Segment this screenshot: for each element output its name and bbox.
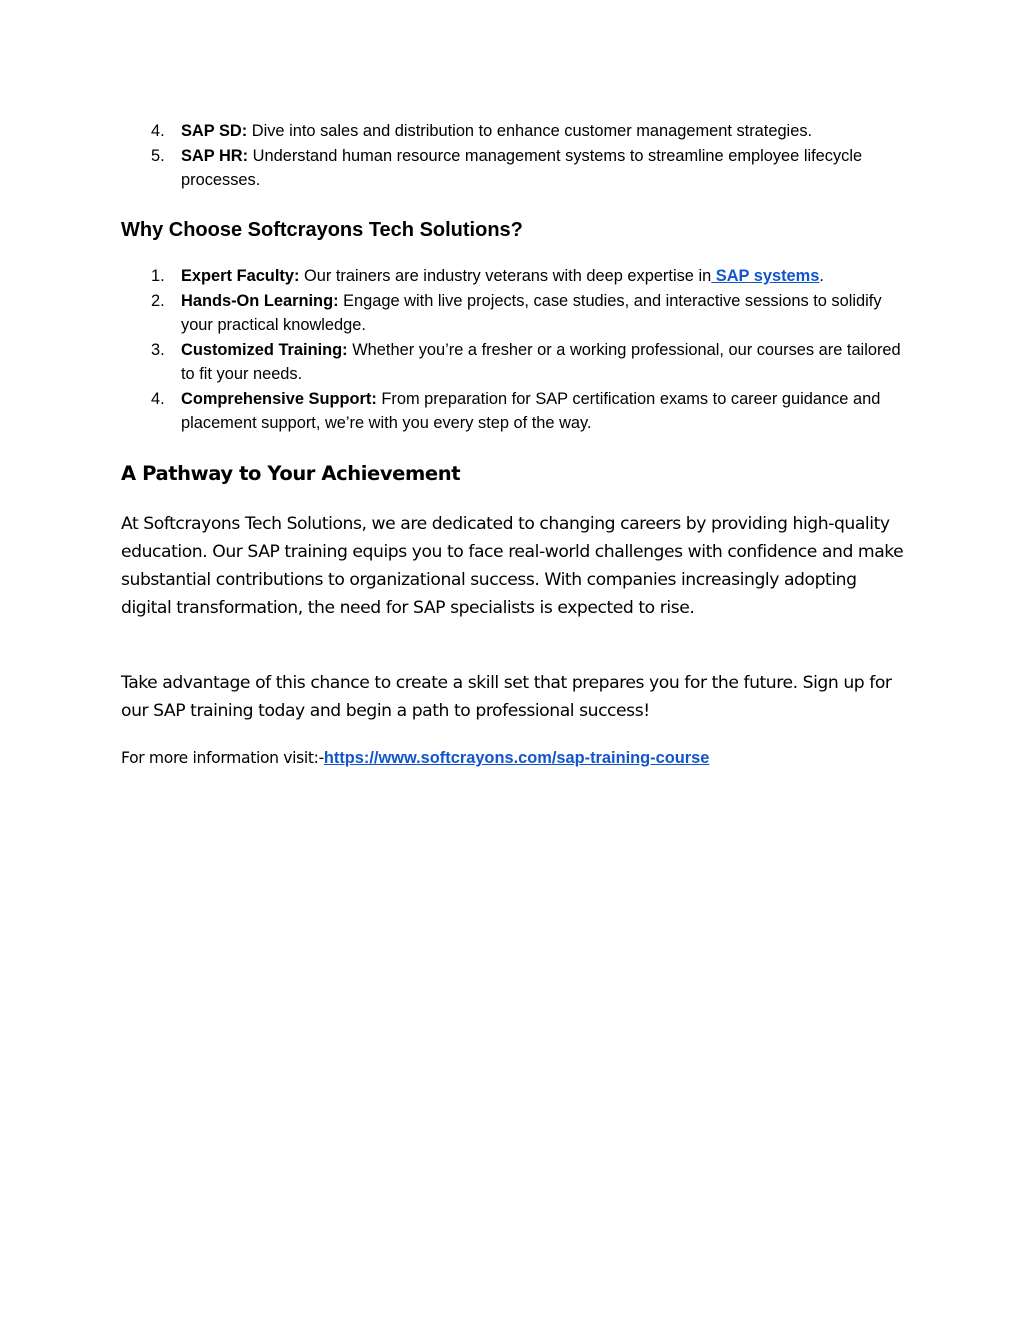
list-number: 3. — [151, 340, 165, 359]
list-number: 4. — [151, 389, 165, 408]
list-item — [0, 144, 901, 193]
pathway-heading: A Pathway to Your Achievement — [121, 462, 461, 485]
list-text-end: . — [819, 267, 824, 285]
sap-modules-list — [0, 119, 901, 193]
list-text: Engage with live projects, case studies, and interactive sessions to solidify your practical knowledge. — [181, 291, 882, 334]
list-text: Dive into sales and distribution to enhance customer management strategies. — [247, 122, 813, 140]
course-url-link[interactable]: https://www.softcrayons.com/sap-training-course — [323, 749, 710, 767]
list-term: SAP HR: — [181, 146, 249, 165]
list-number: 4. — [151, 122, 165, 140]
more-info-line — [121, 746, 709, 770]
more-info-label: For more information visit:- — [121, 749, 324, 767]
list-item — [0, 119, 901, 144]
list-item — [0, 289, 901, 338]
list-text: Our trainers are industry veterans with deep expertise in — [299, 267, 712, 285]
list-term: SAP SD: — [181, 122, 248, 140]
why-choose-heading: Why Choose Softcrayons Tech Solutions? — [121, 219, 523, 241]
list-term: Customized Training: — [181, 340, 348, 359]
list-number: 1. — [151, 267, 165, 285]
list-text: Understand human resource management systems to streamline employee lifecycle processes. — [181, 146, 863, 189]
list-number: 5. — [151, 146, 165, 165]
sap-systems-link[interactable]: SAP systems — [711, 267, 820, 285]
list-item — [0, 338, 901, 387]
pathway-paragraph-2: Take advantage of this chance to create a skill set that prepares you for the future. Sign up for our SAP training today and begin a path to professional success! — [121, 673, 892, 721]
list-term: Expert Faculty: — [181, 267, 300, 285]
list-item — [0, 387, 901, 436]
list-term: Hands-On Learning: — [181, 291, 339, 310]
list-text: From preparation for SAP certification exams to career guidance and placement support, we’re with you every step of the way. — [181, 389, 881, 432]
list-number: 2. — [151, 291, 165, 310]
pathway-paragraph-1: At Softcrayons Tech Solutions, we are dedicated to changing careers by providing high-quality education. Our SAP training equips you to face real-world challenges with confidence and make substantial contributions to organizational success. With companies increasingly adopting digital transformation, the need for SAP specialists is expected to rise. — [121, 514, 904, 618]
list-item — [0, 264, 901, 289]
why-choose-list — [0, 264, 901, 436]
list-text: Whether you’re a fresher or a working professional, our courses are tailored to fit your needs. — [181, 340, 901, 383]
list-term: Comprehensive Support: — [181, 389, 377, 408]
